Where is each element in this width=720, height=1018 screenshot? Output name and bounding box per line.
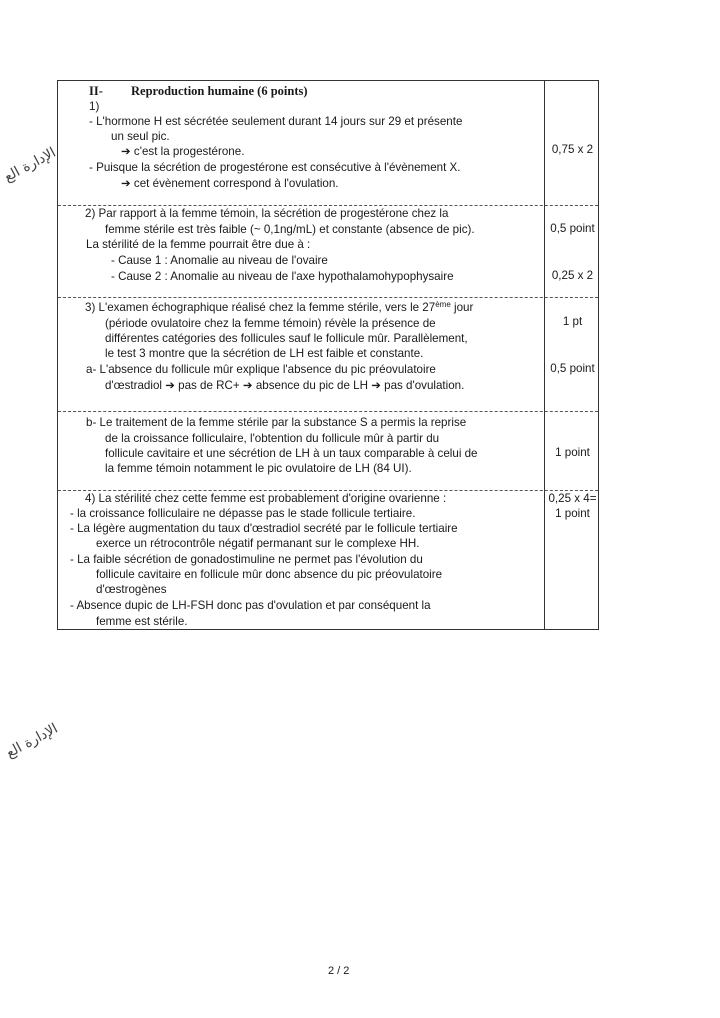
row-3-line-3: différentes catégories des follicules sauf le follicule mûr. Parallèlement, <box>105 332 468 345</box>
row-1-line-3: un seul pic. <box>111 130 170 143</box>
section-title-text: Reproduction humaine (6 points) <box>131 84 308 98</box>
row-5-line-8: - Absence dupic de LH-FSH donc pas d'ovulation et par conséquent la <box>70 599 431 612</box>
row-1-line-1: 1) <box>89 100 100 113</box>
row-2-line-2: femme stérile est très faible (~ 0,1ng/mL) et constante (absence de pic). <box>105 223 475 236</box>
row-5-line-1: 4) La stérilité chez cette femme est probablement d'origine ovarienne : <box>85 492 447 505</box>
row-1-line-2: - L'hormone H est sécrétée seulement durant 14 jours sur 29 et présente <box>89 115 463 128</box>
score-row-5b: 1 point <box>555 507 590 520</box>
row-5-line-7: d'œstrogènes <box>96 583 167 596</box>
row-2-line-1: 2) Par rapport à la femme témoin, la sécrétion de progestérone chez la <box>85 207 449 220</box>
score-row-3a: 1 pt <box>562 315 583 328</box>
score-row-1: 0,75 x 2 <box>551 143 594 156</box>
row-5-line-2: - la croissance folliculaire ne dépasse pas le stade follicule tertiaire. <box>70 507 416 520</box>
row-5-line-6: follicule cavitaire en follicule mûr donc absence du pic préovulatoire <box>96 568 443 581</box>
column-divider <box>544 81 545 629</box>
row-4-line-4: la femme témoin notamment le pic ovulatoire de LH (84 UI). <box>105 462 412 475</box>
row-2-line-3: La stérilité de la femme pourrait être due à : <box>86 238 311 251</box>
row-3-line-1-text: 3) L'examen échographique réalisé chez la femme stérile, vers le 27 <box>85 301 436 314</box>
row-3-line-5: a- L'absence du follicule mûr explique l'absence du pic préovulatoire <box>86 363 436 376</box>
stamp-fragment-top: الإدارة الع <box>1 144 59 186</box>
row-3-line-1-end: jour <box>450 301 474 314</box>
row-3-line-1 <box>85 301 473 316</box>
stamp-fragment-bottom: الإدارة الع <box>3 720 61 762</box>
row-separator <box>58 205 598 206</box>
row-3-line-6: d'œstradiol ➔ pas de RC+ ➔ absence du pic de LH ➔ pas d'ovulation. <box>105 379 465 392</box>
row-4-line-3: follicule cavitaire et une sécrétion de LH à un taux comparable à celui de <box>105 447 478 460</box>
row-2-line-5: - Cause 2 : Anomalie au niveau de l'axe hypothalamohypophysaire <box>111 270 454 283</box>
row-separator <box>58 490 598 491</box>
row-5-line-9: femme est stérile. <box>96 615 188 628</box>
row-1-line-6: ➔ cet évènement correspond à l'ovulation. <box>121 177 339 190</box>
row-3-line-2: (période ovulatoire chez la femme témoin) révèle la présence de <box>105 317 436 330</box>
score-row-5a: 0,25 x 4= <box>548 492 597 505</box>
answer-table <box>57 80 599 630</box>
row-5-line-3: - La légère augmentation du taux d'œstradiol secrété par le follicule tertiaire <box>70 522 458 535</box>
row-4-line-2: de la croissance folliculaire, l'obtention du follicule mûr à partir du <box>105 432 440 445</box>
score-row-3b: 0,5 point <box>550 362 595 375</box>
score-row-2b: 0,25 x 2 <box>551 269 594 282</box>
row-5-line-5: - La faible sécrétion de gonadostimuline ne permet pas l'évolution du <box>70 553 423 566</box>
row-1-line-4: ➔ c'est la progestérone. <box>121 145 245 158</box>
page-number: 2 / 2 <box>328 965 350 977</box>
row-separator <box>58 411 598 412</box>
row-5-line-4: exerce un rétrocontrôle négatif permanant sur le complexe HH. <box>96 537 420 550</box>
row-1-line-5: - Puisque la sécrétion de progestérone est consécutive à l'évènement X. <box>89 161 461 174</box>
row-separator <box>58 297 598 298</box>
row-3-line-4: le test 3 montre que la sécrétion de LH est faible et constante. <box>105 347 424 360</box>
section-number: II- <box>89 84 103 98</box>
score-row-2a: 0,5 point <box>550 222 595 235</box>
row-2-line-4: - Cause 1 : Anomalie au niveau de l'ovaire <box>111 254 328 267</box>
superscript-eme: ème <box>435 300 451 309</box>
row-4-line-1: b- Le traitement de la femme stérile par la substance S a permis la reprise <box>86 416 467 429</box>
section-title <box>89 84 308 99</box>
score-row-4: 1 point <box>555 446 590 459</box>
